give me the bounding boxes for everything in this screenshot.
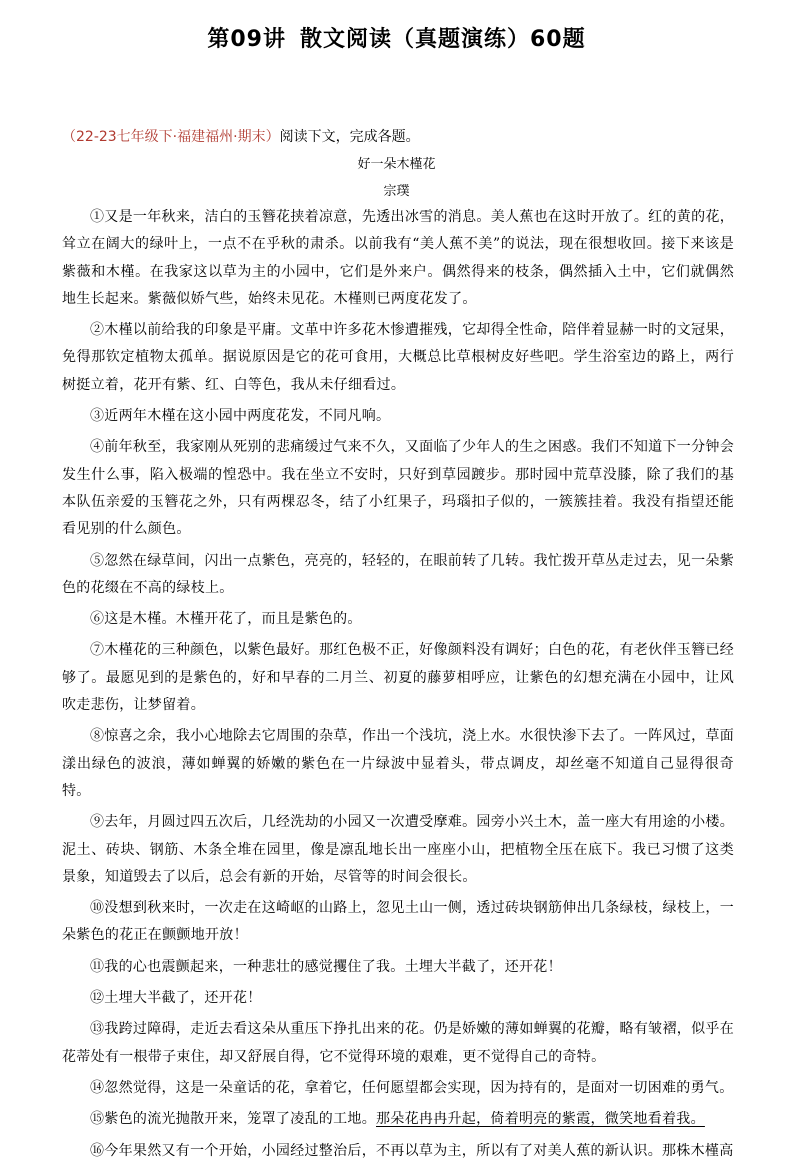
paragraph-10: ⑩没想到秋来时，一次走在这崎岖的山路上，忽见土山一侧，透过砖块钢筋伸出几条绿枝，绿枝上，一朵紫色的花正在颤颤地开放！ bbox=[62, 900, 734, 944]
instruction-text: 阅读下文，完成各题。 bbox=[279, 129, 420, 145]
paragraph-11: ⑪我的心也震颤起来，一种悲壮的感觉攫住了我。土埋大半截了，还开花！ bbox=[90, 958, 562, 975]
underlined-sentence: 那朵花冉冉升起，倚着明亮的紫霞，微笑地看着我。 bbox=[376, 1111, 705, 1128]
essay-title: 好一朵木槿花 bbox=[357, 157, 436, 172]
paragraph-15 bbox=[62, 1106, 734, 1133]
paragraph-5: ⑤忽然在绿草间，闪出一点紫色，亮亮的，轻轻的，在眼前转了几转。我忙拨开草丛走过去，见一朵紫色的花缀在不高的绿枝上。 bbox=[62, 552, 734, 596]
paragraph-12: ⑫土埋大半截了，还开花！ bbox=[90, 990, 262, 1007]
paragraph-8: ⑧惊喜之余，我小心地除去它周围的杂草，作出一个浅坑，浇上水。水很快渗下去了。一阵风过，草面漾出绿色的波浪，薄如蝉翼的娇嫩的紫色在一片绿波中显着头，带点调皮，却丝毫不知道自己显得很奇特。 bbox=[62, 728, 734, 799]
paragraph-16: ⑯今年果然又有一个开始，小园经过整治后，不再以草为主，所以有了对美人蕉的新认识。那株木槿高 bbox=[90, 1142, 734, 1159]
paragraph-4: ④前年秋至，我家刚从死别的悲痛缓过气来不久，又面临了少年人的生之困惑。我们不知道下一分钟会发生什么事，陷入极端的惶恐中。我在坐立不安时，只好到草园踱步。那时园中荒草没膝，除了我们的基本队伍亲爱的玉簪花之外，只有两棵忍冬，结了小红果子，玛瑙扣子似的，一簇簇挂着。我没有指望还能看见别的什么颜色。 bbox=[62, 439, 734, 538]
paragraph-15-text: ⑮紫色的流光抛散开来，笼罩了凌乱的工地。 bbox=[90, 1111, 376, 1128]
paragraph-13: ⑬我跨过障碍，走近去看这朵从重压下挣扎出来的花。仍是娇嫩的薄如蝉翼的花瓣，略有皱褶，似乎在花蒂处有一根带子束住，却又舒展自得，它不觉得环境的艰难，更不觉得自己的奇特。 bbox=[62, 1021, 734, 1065]
paragraph-2: ②木槿以前给我的印象是平庸。文革中许多花木惨遭摧残，它却得全性命，陪伴着显赫一时的文冠果，免得那钦定植物太孤单。据说原因是它的花可食用，大概总比草根树皮好些吧。学生浴室边的路上，两行树挺立着，花开有紫、红、白等色，我从未仔细看过。 bbox=[62, 322, 734, 393]
paragraph-3: ③近两年木槿在这小园中两度花发，不同凡响。 bbox=[90, 408, 391, 425]
source-label: （22-23七年级下·福建福州·期末） bbox=[62, 129, 280, 145]
lecture-number: 第09讲 bbox=[207, 27, 286, 52]
lecture-title: 散文阅读（真题演练）60题 bbox=[300, 27, 586, 52]
essay-body bbox=[62, 204, 734, 1169]
paragraph-6: ⑥这是木槿。木槿开花了，而且是紫色的。 bbox=[90, 611, 362, 628]
page-title bbox=[0, 22, 793, 53]
paragraph-14: ⑭忽然觉得，这是一朵童话的花，拿着它，任何愿望都会实现，因为持有的，是面对一切困难的勇气。 bbox=[90, 1079, 734, 1096]
paragraph-9: ⑨去年，月圆过四五次后，几经洗劫的小园又一次遭受摩难。园旁小兴土木，盖一座大有用途的小楼。泥土、砖块、钢筋、木条全堆在园里，像是凛乱地长出一座座小山，把植物全压在底下。我已习惯了这类景象，知道毁去了以后，总会有新的开始，尽管等的时间会很长。 bbox=[62, 814, 734, 885]
question-intro bbox=[62, 126, 420, 146]
essay-author: 宗璞 bbox=[383, 184, 410, 199]
paragraph-7: ⑦木槿花的三种颜色，以紫色最好。那红色极不正，好像颜料没有调好；白色的花，有老伙伴玉簪已经够了。最愿见到的是紫色的，好和早春的二月兰、初夏的藤萝相呼应，让紫色的幻想充满在小园中，让风吹走悲伤，让梦留着。 bbox=[62, 642, 734, 714]
paragraph-1: ①又是一年秋来，洁白的玉簪花挟着凉意，先透出冰雪的消息。美人蕉也在这时开放了。红的黄的花，耸立在阔大的绿叶上，一点不在乎秋的肃杀。以前我有“美人蕉不美”的说法，现在很想收回。接下来该是紫薇和木槿。在我家这以草为主的小园中，它们是外来户。偶然得来的枝条，偶然插入土中，它们就偶然地生长起来。紫薇似娇气些，始终未见花。木槿则已两度花发了。 bbox=[62, 209, 734, 307]
